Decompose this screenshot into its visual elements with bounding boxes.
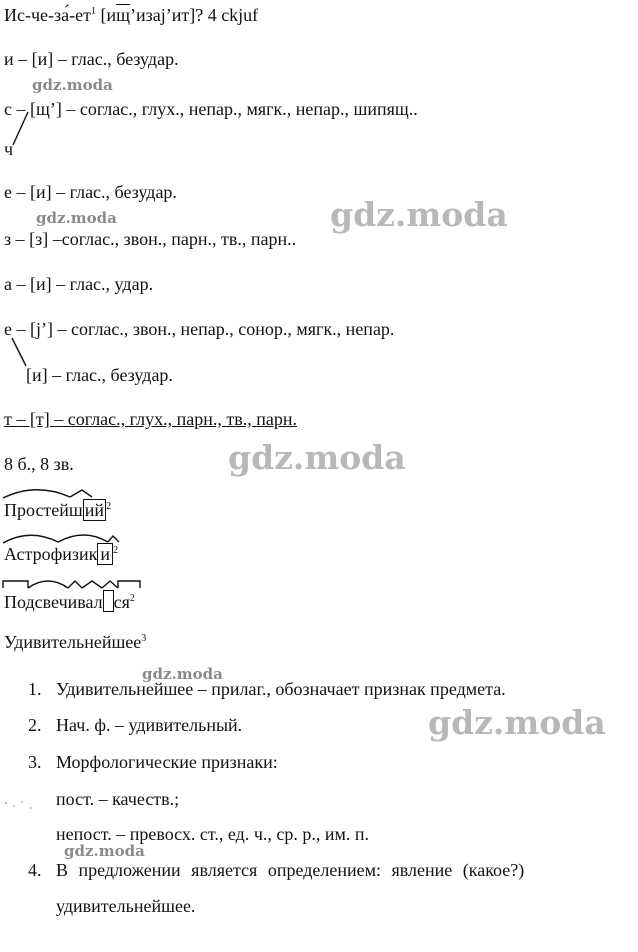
transcription: [ищ’изаj’ит]? 4 ckjuf [100,5,259,25]
title-sup: 1 [90,6,96,17]
watermark-small-4: gdz.moda [64,842,145,860]
watermark-small-1: gdz.moda [32,76,113,94]
phonetic-line-2: с – [щ’] – соглас., глух., непар., мягк., непар., шипящ.. [4,99,418,119]
suffix-wedge-2 [108,536,119,542]
phonetic-line-7: е – [j’] – соглас., звон., непар., сонор., мягк., непар. [4,319,395,339]
phonetic-line-6: а – [и] – глас., удар. [4,274,154,294]
root-arc-1 [3,490,70,498]
suffix-wedge-3c [102,581,118,588]
analysis-heading: Удивительнейшее$^3$ [4,632,147,652]
phonetic-line-8: [и] – глас., безудар. [26,365,173,385]
analysis-subitem-nonconst: непост. – превосх. ст., ед. ч., ср. р., им. п. [56,824,370,844]
suffix-wedge-1 [70,490,92,497]
morpheme-word-1: Простейш ий $^2$ [4,500,112,520]
letters-sounds-summary: 8 б., 8 зв. [4,454,74,474]
analysis-subitem-const: пост. – качеств.; [56,789,180,809]
root-arc-2b [58,535,108,542]
analysis-item-3: 3. Морфологические признаки: [28,752,278,772]
phonetic-line-3: ч [4,139,14,159]
prefix-bracket-3 [3,581,28,588]
phonetic-line-4: е – [и] – глас., безудар. [4,182,177,202]
ending-box: ий [84,500,105,520]
ending-box: и [97,543,113,565]
link-line-ch [13,112,28,145]
root-arc-3 [28,581,68,588]
morpheme-word-3: Подсвечивал $ся^2$ [4,592,135,612]
watermark-small-2: gdz.moda [36,209,117,227]
watermark-small-3: gdz.moda [142,665,223,683]
analysis-item-4: 4. В предложении является определением: явление (какое?) [28,860,525,880]
phonetic-line-1: и – [и] – глас., безудар. [4,49,179,69]
phonetic-line-5: з – [з] –соглас., звон., парн., тв., парн.. [4,229,297,249]
postfix-bracket-3 [118,581,140,588]
phonetic-line-9: т – [т] – соглас., глух., парн., тв., парн. [4,409,297,429]
analysis-item-1: 1. Удивительнейшее – прилаг., обозначает признак предмета. [28,679,506,699]
suffix-wedge-3a [68,581,82,588]
title-word: Ис-че-за́-ет [4,5,91,25]
root-arc-2a [3,535,58,543]
link-line-e [12,338,26,366]
suffix-wedge-3b [82,581,102,588]
watermark-big-3: gdz.moda [428,703,606,742]
watermark-big-1: gdz.moda [330,195,508,234]
watermark-big-2: gdz.moda [228,438,406,477]
morpheme-word-2: Астрофизик и $^2$ [4,544,119,564]
analysis-item-4-cont: удивительнейшее. [56,896,196,916]
analysis-item-2: 2. Нач. ф. – удивительный. [28,715,243,735]
